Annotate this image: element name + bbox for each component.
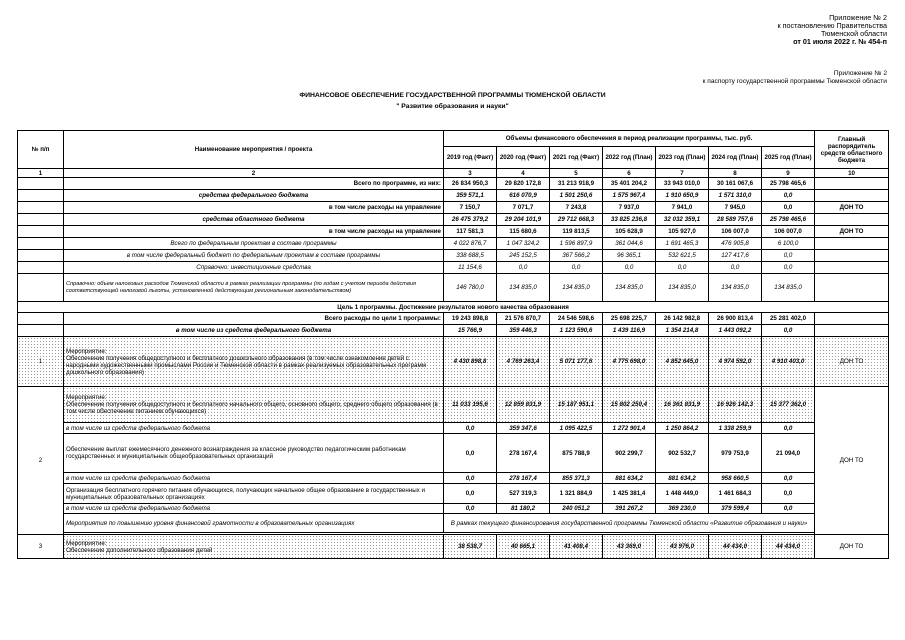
value-cell: 1 448 449,0	[656, 484, 709, 504]
value-cell: 15 187 951,1	[550, 387, 603, 423]
year-header: 2021 год (Факт)	[550, 147, 603, 169]
value-cell: 0,0	[550, 262, 603, 274]
value-cell: 369 230,0	[656, 504, 709, 514]
activity-text: Обеспечение получения общедоступного и бесплатного дошкольного образования (в том числе ознакомление детей с народными художественными промыслами России и Тюменской области в рамках реализуемых образовательных программ дошкольного образования)	[66, 354, 426, 376]
table-row	[18, 214, 889, 226]
value-cell: 240 051,2	[550, 504, 603, 514]
value-cell: 0,0	[762, 504, 815, 514]
appendix-header	[777, 14, 887, 46]
row-name: Справочно: объем налоговых расходов Тюменской области в рамках реализации программы (по годам с учетом периода действия соответствующей налоговой льготы, установленной действующим региональным законодательством)	[64, 274, 444, 302]
value-cell: 1 338 259,9	[709, 423, 762, 434]
manager-cell: ДОН ТО	[815, 535, 889, 559]
value-cell: 1 123 590,6	[550, 325, 603, 337]
value-cell: 26 900 813,4	[709, 313, 762, 325]
value-cell: 245 152,5	[497, 250, 550, 262]
value-cell: 367 566,2	[550, 250, 603, 262]
activity-row	[18, 387, 889, 423]
manager-cell	[815, 190, 889, 202]
value-cell: 379 599,4	[709, 504, 762, 514]
col-number: 3	[444, 169, 497, 178]
resolution-label: к постановлению Правительства	[777, 21, 887, 30]
value-cell: 26 834 950,3	[444, 178, 497, 190]
value-cell: 391 267,2	[603, 504, 656, 514]
table-row	[18, 473, 889, 484]
value-cell: 35 401 204,2	[603, 178, 656, 190]
value-cell: 0,0	[603, 262, 656, 274]
value-cell: 19 243 898,8	[444, 313, 497, 325]
value-cell: 44 434,0	[709, 535, 762, 559]
table-row	[18, 325, 889, 337]
value-cell: 0,0	[656, 262, 709, 274]
row-name: Организация бесплатного горячего питания обучающихся, получающих начальное общее образование в государственных и муниципальных образовательных организациях	[64, 484, 444, 504]
value-cell: 1 501 250,6	[550, 190, 603, 202]
value-cell: 0,0	[444, 434, 497, 473]
value-cell: 278 167,4	[497, 473, 550, 484]
value-cell: 29 204 101,9	[497, 214, 550, 226]
table-row	[18, 504, 889, 514]
value-cell: 1 575 967,4	[603, 190, 656, 202]
value-cell: 0,0	[497, 262, 550, 274]
value-cell: 40 665,1	[497, 535, 550, 559]
value-cell: 359 347,6	[497, 423, 550, 434]
manager-cell	[815, 274, 889, 302]
col-np-header: № п/п	[18, 131, 64, 169]
col-number: 5	[550, 169, 603, 178]
value-cell: 4 852 645,0	[656, 337, 709, 387]
value-cell: 24 546 598,6	[550, 313, 603, 325]
table-row	[18, 514, 889, 533]
value-cell: 881 634,2	[603, 473, 656, 484]
row-name: в том числе расходы на управление	[64, 202, 444, 214]
goal-row	[18, 302, 889, 313]
value-cell: 979 753,9	[709, 434, 762, 473]
row-name: средства областного бюджета	[64, 214, 444, 226]
row-name: в том числе из средств федерального бюджета	[64, 325, 444, 337]
value-cell: 38 538,7	[444, 535, 497, 559]
value-cell: 1 596 897,9	[550, 238, 603, 250]
value-cell: 0,0	[762, 250, 815, 262]
value-cell: 134 835,0	[497, 274, 550, 302]
value-cell: 1 461 684,3	[709, 484, 762, 504]
column-numbers-row	[18, 169, 889, 178]
value-cell: 7 243,8	[550, 202, 603, 214]
activity-label: Мероприятие:	[66, 347, 107, 355]
row-name: в том числе из средств федерального бюджета	[64, 504, 444, 514]
value-cell: 875 788,9	[550, 434, 603, 473]
col-number: 6	[603, 169, 656, 178]
value-cell: 81 180,2	[497, 504, 550, 514]
col-number: 9	[762, 169, 815, 178]
col-number: 10	[815, 169, 889, 178]
passport-header	[703, 70, 887, 86]
value-cell: 134 835,0	[709, 274, 762, 302]
row-name: Мероприятия по повышению уровня финансовой грамотности в образовательных организациях	[64, 514, 444, 533]
value-cell: 105 628,9	[603, 226, 656, 238]
table-row	[18, 262, 889, 274]
value-cell: 1 425 381,4	[603, 484, 656, 504]
year-header: 2025 год (План)	[762, 147, 815, 169]
table-row	[18, 178, 889, 190]
col-number: 8	[709, 169, 762, 178]
value-cell: 5 071 177,6	[550, 337, 603, 387]
activity-row	[18, 535, 889, 559]
table-row	[18, 190, 889, 202]
value-cell: 1 354 214,8	[656, 325, 709, 337]
year-header: 2020 год (Факт)	[497, 147, 550, 169]
value-cell: 134 835,0	[603, 274, 656, 302]
value-cell: 881 634,2	[656, 473, 709, 484]
activity-label: Мероприятие:	[66, 394, 107, 401]
col-manager-header: Главный распорядитель средств областного бюджета	[815, 131, 889, 169]
value-cell: 4 430 898,8	[444, 337, 497, 387]
value-cell: 0,0	[762, 325, 815, 337]
value-cell: 6 100,0	[762, 238, 815, 250]
value-cell: 33 943 010,0	[656, 178, 709, 190]
value-cell: 958 660,5	[709, 473, 762, 484]
value-cell: 0,0	[762, 423, 815, 434]
value-cell: 146 780,0	[444, 274, 497, 302]
manager-cell	[815, 214, 889, 226]
value-cell: 115 680,6	[497, 226, 550, 238]
row-name: Обеспечение выплат ежемесячного денежного вознаграждения за классное руководство педагогическим работникам государственных и муниципальных общеобразовательных организаций	[64, 434, 444, 473]
table-row	[18, 274, 889, 302]
value-cell: 12 859 831,9	[497, 387, 550, 423]
table-row	[18, 484, 889, 504]
appendix2-label: Приложение № 2	[833, 70, 887, 77]
value-cell: 0,0	[709, 262, 762, 274]
year-header: 2022 год (План)	[603, 147, 656, 169]
year-header: 2023 год (План)	[656, 147, 709, 169]
value-cell: 902 299,7	[603, 434, 656, 473]
value-cell: 16 361 831,9	[656, 387, 709, 423]
value-cell: 0,0	[444, 473, 497, 484]
table-row	[18, 250, 889, 262]
value-cell: 0,0	[762, 190, 815, 202]
value-cell: 1 691 465,3	[656, 238, 709, 250]
value-cell: 4 769 263,4	[497, 337, 550, 387]
value-cell: 33 825 236,8	[603, 214, 656, 226]
value-cell: 7 150,7	[444, 202, 497, 214]
value-cell: 4 910 403,0	[762, 337, 815, 387]
manager-cell	[815, 178, 889, 190]
value-cell: 29 820 172,8	[497, 178, 550, 190]
value-cell: 1 439 116,9	[603, 325, 656, 337]
value-cell: 855 371,3	[550, 473, 603, 484]
row-name: средства федерального бюджета	[64, 190, 444, 202]
value-cell: 25 281 402,0	[762, 313, 815, 325]
value-cell: 7 937,0	[603, 202, 656, 214]
value-cell: 31 213 918,9	[550, 178, 603, 190]
manager-cell	[815, 262, 889, 274]
table-row	[18, 202, 889, 214]
value-cell: 119 813,5	[550, 226, 603, 238]
value-cell: 15 377 362,0	[762, 387, 815, 423]
value-cell: 21 576 870,7	[497, 313, 550, 325]
activity-label: Мероприятие:	[66, 539, 107, 547]
value-cell: 117 581,3	[444, 226, 497, 238]
value-cell: 43 369,0	[603, 535, 656, 559]
value-cell: 15 802 250,4	[603, 387, 656, 423]
table-row	[18, 434, 889, 473]
financing-note: В рамках текущего финансирования государственной программы Тюменской области «Развитие образования и науки»	[444, 514, 815, 533]
value-cell: 25 698 225,7	[603, 313, 656, 325]
value-cell: 0,0	[762, 262, 815, 274]
activity-number: 1	[18, 337, 64, 387]
passport-label: к паспорту государственной программы Тюменской области	[702, 78, 887, 85]
manager-cell: ДОН ТО	[815, 202, 889, 214]
value-cell: 96 365,1	[603, 250, 656, 262]
value-cell: 21 094,0	[762, 434, 815, 473]
col-number: 2	[64, 169, 444, 178]
value-cell: 0,0	[762, 202, 815, 214]
value-cell: 616 070,9	[497, 190, 550, 202]
manager-cell	[815, 238, 889, 250]
value-cell: 41 408,4	[550, 535, 603, 559]
value-cell: 1 250 864,2	[656, 423, 709, 434]
value-cell: 4 022 876,7	[444, 238, 497, 250]
value-cell: 1 321 884,9	[550, 484, 603, 504]
value-cell: 4 974 592,0	[709, 337, 762, 387]
row-name: Справочно: инвестиционные средства	[64, 262, 444, 274]
value-cell: 105 927,0	[656, 226, 709, 238]
table-row	[18, 313, 889, 325]
manager-cell: ДОН ТО	[815, 337, 889, 387]
value-cell: 1 095 422,5	[550, 423, 603, 434]
activity-number: 2	[18, 387, 64, 535]
table-row	[18, 226, 889, 238]
activity-text: Обеспечение дополнительного образования детей	[66, 546, 213, 554]
row-name: Всего по программе, из них:	[64, 178, 444, 190]
value-cell: 1 047 324,2	[497, 238, 550, 250]
value-cell: 359 446,3	[497, 325, 550, 337]
document-title: ФИНАНСОВОЕ ОБЕСПЕЧЕНИЕ ГОСУДАРСТВЕННОЙ ПРОГРАММЫ ТЮМЕНСКОЙ ОБЛАСТИ	[299, 92, 606, 99]
value-cell: 4 775 698,0	[603, 337, 656, 387]
value-cell: 7 941,0	[656, 202, 709, 214]
value-cell: 16 926 142,3	[709, 387, 762, 423]
value-cell: 26 475 379,2	[444, 214, 497, 226]
value-cell: 527 319,3	[497, 484, 550, 504]
col-number: 7	[656, 169, 709, 178]
col-volumes-header: Объемы финансового обеспечения в период реализации программы, тыс. руб.	[444, 131, 815, 147]
value-cell: 30 161 067,6	[709, 178, 762, 190]
value-cell: 26 142 982,8	[656, 313, 709, 325]
value-cell: 0,0	[444, 484, 497, 504]
value-cell: 532 621,5	[656, 250, 709, 262]
year-header: 2024 год (План)	[709, 147, 762, 169]
value-cell: 134 835,0	[550, 274, 603, 302]
year-header: 2019 год (Факт)	[444, 147, 497, 169]
value-cell: 7 945,0	[709, 202, 762, 214]
value-cell: 278 167,4	[497, 434, 550, 473]
finance-table	[17, 130, 889, 559]
row-name: Всего по федеральным проектам в составе программы	[64, 238, 444, 250]
row-name: Всего расходы по цели 1 программы:	[64, 313, 444, 325]
value-cell: 7 071,7	[497, 202, 550, 214]
value-cell: 476 905,8	[709, 238, 762, 250]
value-cell: 15 766,9	[444, 325, 497, 337]
value-cell: 43 976,0	[656, 535, 709, 559]
table-row	[18, 238, 889, 250]
value-cell: 32 032 359,1	[656, 214, 709, 226]
value-cell: 0,0	[444, 423, 497, 434]
row-name: в том числе из средств федерального бюджета	[64, 473, 444, 484]
manager-cell: ДОН ТО	[815, 387, 889, 535]
value-cell: 1 272 901,4	[603, 423, 656, 434]
activity-text: Обеспечение получения общедоступного и бесплатного начального общего, основного общего, среднего общего образования (в том числе обеспечение питанием обучающихся)	[66, 401, 438, 415]
col-number: 1	[18, 169, 64, 178]
value-cell: 134 835,0	[762, 274, 815, 302]
value-cell: 0,0	[762, 484, 815, 504]
manager-cell: ДОН ТО	[815, 226, 889, 238]
col-number: 4	[497, 169, 550, 178]
value-cell: 25 798 465,6	[762, 178, 815, 190]
goal-title: Цель 1 программы. Достижение результатов нового качества образования	[18, 302, 889, 313]
value-cell: 11 154,6	[444, 262, 497, 274]
activity-number: 3	[18, 535, 64, 559]
value-cell: 359 571,1	[444, 190, 497, 202]
value-cell: 134 835,0	[656, 274, 709, 302]
value-cell: 44 434,0	[762, 535, 815, 559]
value-cell: 11 033 195,6	[444, 387, 497, 423]
manager-cell	[815, 250, 889, 262]
appendix-label: Приложение № 2	[829, 13, 887, 22]
value-cell: 0,0	[444, 504, 497, 514]
value-cell: 1 443 092,2	[709, 325, 762, 337]
region-label: Тюменской области	[820, 29, 887, 38]
row-name: в том числе федеральный бюджет по федеральным проектам в составе программы	[64, 250, 444, 262]
value-cell: 1 571 310,0	[709, 190, 762, 202]
document-subtitle: " Развитие образования и науки"	[396, 103, 509, 110]
row-name: в том числе расходы на управление	[64, 226, 444, 238]
value-cell: 1 910 650,9	[656, 190, 709, 202]
value-cell: 106 007,0	[709, 226, 762, 238]
value-cell: 25 798 465,6	[762, 214, 815, 226]
value-cell: 902 532,7	[656, 434, 709, 473]
col-name-header: Наименование мероприятия / проекта	[64, 131, 444, 169]
value-cell: 28 589 757,6	[709, 214, 762, 226]
row-name: в том числе из средств федерального бюджета	[64, 423, 444, 434]
table-row	[18, 423, 889, 434]
value-cell: 29 712 668,3	[550, 214, 603, 226]
value-cell: 361 044,6	[603, 238, 656, 250]
activity-row	[18, 337, 889, 387]
value-cell: 338 688,5	[444, 250, 497, 262]
value-cell: 127 417,6	[709, 250, 762, 262]
value-cell: 106 007,0	[762, 226, 815, 238]
resolution-date: от 01 июля 2022 г. № 454-п	[793, 37, 887, 46]
value-cell: 0,0	[762, 473, 815, 484]
